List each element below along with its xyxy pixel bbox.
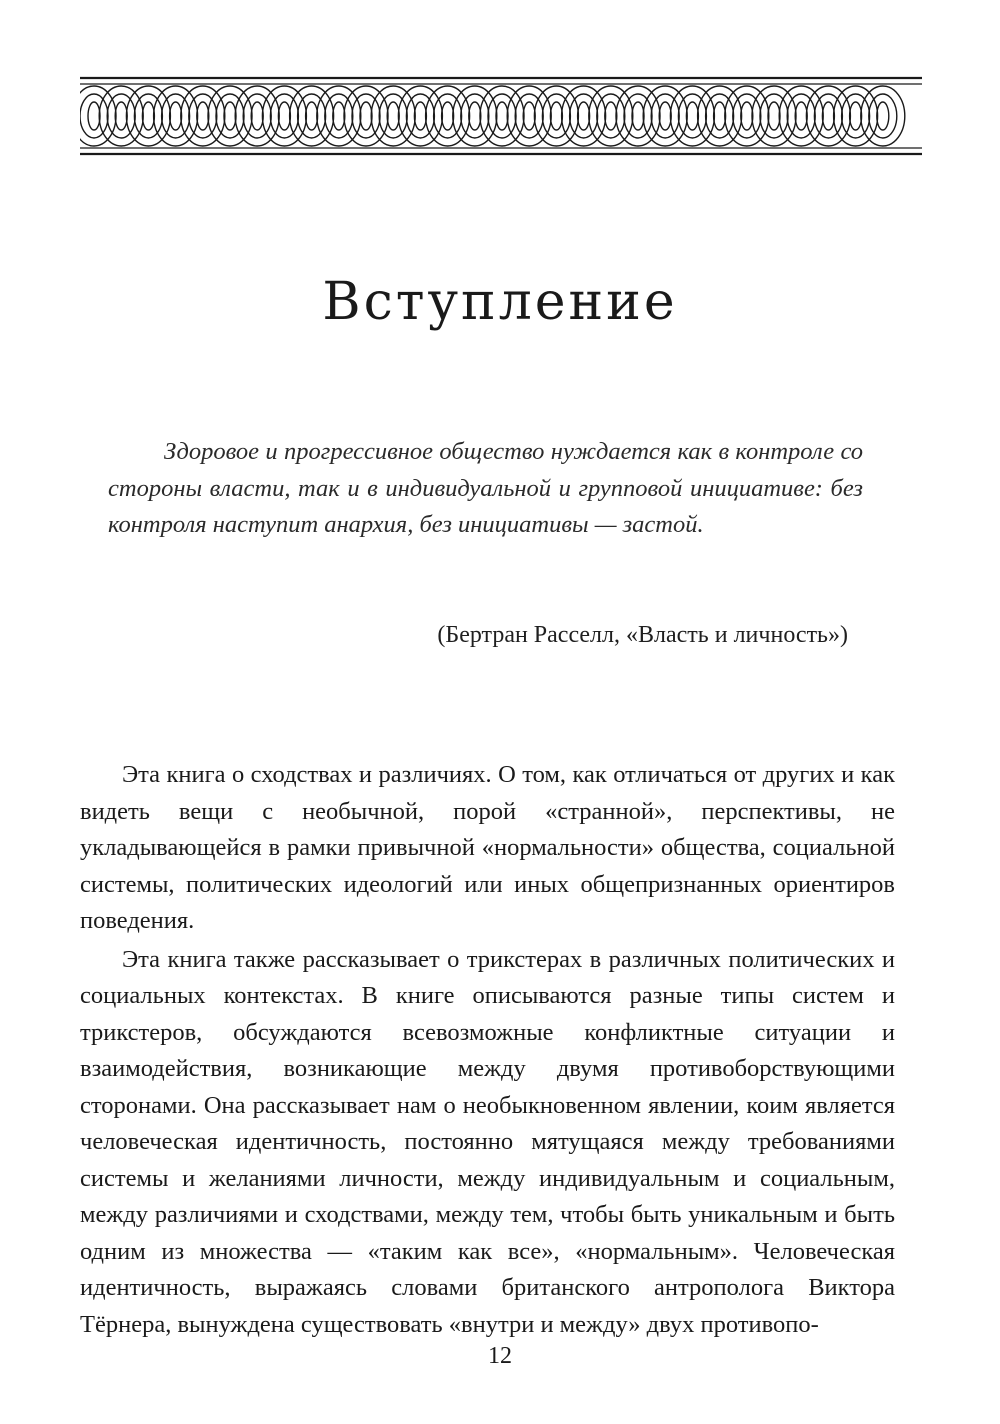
ornament-loop bbox=[496, 102, 508, 130]
ornament-loop bbox=[154, 86, 198, 146]
chapter-title: Вступление bbox=[322, 272, 678, 332]
ornament-loop bbox=[224, 102, 236, 130]
ornament-loop bbox=[605, 102, 617, 130]
ornament-loop bbox=[698, 86, 742, 146]
ornament-loop bbox=[243, 94, 271, 138]
ornament-loop bbox=[270, 94, 298, 138]
ornament-loop bbox=[290, 86, 334, 146]
ornament-loop bbox=[850, 102, 862, 130]
ornament-loop bbox=[578, 102, 590, 130]
ornament-loop bbox=[426, 86, 470, 146]
ornament-loop bbox=[842, 94, 870, 138]
ornament-loop bbox=[251, 102, 263, 130]
ornament-loop bbox=[88, 102, 100, 130]
ornament-loop bbox=[670, 86, 714, 146]
body-paragraph: Эта книга о сходствах и различиях. О том, как отличаться от других и как видеть вещи с необычной, порой «странной», перспективы, не укладывающейся в рамки привычной «нормальности» общества, социальной системы, политических идеологий или иных общепризнанных ориентиров поведения. bbox=[80, 761, 895, 934]
ornament-loop bbox=[107, 94, 135, 138]
ornament-loop bbox=[643, 86, 687, 146]
ornament-loop bbox=[325, 94, 353, 138]
ornament-loop bbox=[298, 94, 326, 138]
ornament-loop bbox=[686, 102, 698, 130]
ornament-loop bbox=[306, 102, 318, 130]
ornament-loop bbox=[208, 86, 252, 146]
ornament-loop bbox=[142, 102, 154, 130]
decorative-header-ornament bbox=[80, 76, 922, 156]
ornament-loop bbox=[317, 86, 361, 146]
ornament-loop bbox=[877, 102, 889, 130]
ornament-loop bbox=[570, 94, 598, 138]
ornament-loop bbox=[162, 94, 190, 138]
ornament-loop bbox=[725, 86, 769, 146]
ornament-loop bbox=[550, 102, 562, 130]
ornament-loop bbox=[398, 86, 442, 146]
ornament-loop bbox=[659, 102, 671, 130]
ornament-loop bbox=[262, 86, 306, 146]
ornament-loop bbox=[99, 86, 143, 146]
ornament-loop bbox=[597, 94, 625, 138]
ornament-loop bbox=[779, 86, 823, 146]
ornament-loop bbox=[515, 94, 543, 138]
ornament-loop bbox=[235, 86, 279, 146]
ornament-loop bbox=[371, 86, 415, 146]
ornament-loop bbox=[216, 94, 244, 138]
ornament-loop bbox=[869, 94, 897, 138]
ornament-loop bbox=[741, 102, 753, 130]
ornament-loop bbox=[278, 102, 290, 130]
ornament-loop bbox=[795, 102, 807, 130]
ornament-loop bbox=[333, 102, 345, 130]
ornament-loop bbox=[126, 86, 170, 146]
ornament-loop bbox=[678, 94, 706, 138]
ornament-loop bbox=[787, 94, 815, 138]
ornament-loop bbox=[752, 86, 796, 146]
ornament-loop bbox=[542, 94, 570, 138]
epigraph-attribution: (Бертран Расселл, «Власть и личность») bbox=[437, 622, 848, 648]
ornament-loop bbox=[453, 86, 497, 146]
ornament-loop bbox=[344, 86, 388, 146]
ornament-loop bbox=[134, 94, 162, 138]
epigraph-quote: Здоровое и прогрессивное общество нуждается как в контроле со стороны власти, так и в индивидуальной и групповой инициативе: без контроля наступит анархия, без инициативы — застой. bbox=[108, 438, 863, 538]
ornament-loop bbox=[406, 94, 434, 138]
ornament-loop bbox=[706, 94, 734, 138]
ornament-loop bbox=[733, 94, 761, 138]
ornament-loop bbox=[822, 102, 834, 130]
ornament-loop bbox=[170, 102, 182, 130]
ornament-loop bbox=[616, 86, 660, 146]
ornament-loop bbox=[469, 102, 481, 130]
ornament-loop bbox=[589, 86, 633, 146]
ornament-loop bbox=[379, 94, 407, 138]
ornament-loop bbox=[632, 102, 644, 130]
ornament-loop bbox=[534, 86, 578, 146]
page-number: 12 bbox=[488, 1343, 512, 1369]
ornament-loop bbox=[523, 102, 535, 130]
ornament-loop bbox=[714, 102, 726, 130]
ornament-loop bbox=[806, 86, 850, 146]
ornament-loop bbox=[80, 94, 108, 138]
ornament-loop bbox=[181, 86, 225, 146]
ornament-loop bbox=[562, 86, 606, 146]
ornament-loop bbox=[360, 102, 372, 130]
ornament-loop bbox=[624, 94, 652, 138]
ornament-loop bbox=[442, 102, 454, 130]
ornament-loop bbox=[352, 94, 380, 138]
body-paragraph: Эта книга также рассказывает о трикстерах в различных политических и социальных контекстах. В книге описываются разные типы систем и трикстеров, обсуждаются всевозможные конфликтные ситуации и взаимодействия, возникающие между двумя противоборствующими сторонами. Она рассказывает нам о необыкновенном явлении, коим является человеческая идентичность, постоянно мятущаяся между требованиями системы и желаниями личности, между индивидуальным и социальным, между различиями и сходствами, между тем, чтобы быть уникальным и быть одним из множества — «таким как все», «нормальным». Человеческая идентичность, выражаясь словами британского антрополога Виктора Тёрнера, вынуждена существовать «внутри и между» двух противопо- bbox=[80, 945, 895, 1338]
ornament-loop bbox=[197, 102, 209, 130]
ornament-loop bbox=[507, 86, 551, 146]
ornament-loop bbox=[760, 94, 788, 138]
ornament-loop bbox=[768, 102, 780, 130]
ornament-loop bbox=[861, 86, 905, 146]
ornament-loop bbox=[434, 94, 462, 138]
ornament-loop bbox=[387, 102, 399, 130]
ornament-loop bbox=[651, 94, 679, 138]
ornament-loop bbox=[115, 102, 127, 130]
ornament-loop bbox=[414, 102, 426, 130]
ornament-loop bbox=[834, 86, 878, 146]
ornament-loop bbox=[814, 94, 842, 138]
ornament-loop bbox=[461, 94, 489, 138]
body-text bbox=[80, 757, 895, 1343]
ornament-loop bbox=[480, 86, 524, 146]
ornament-loop bbox=[189, 94, 217, 138]
ornament-loop bbox=[488, 94, 516, 138]
